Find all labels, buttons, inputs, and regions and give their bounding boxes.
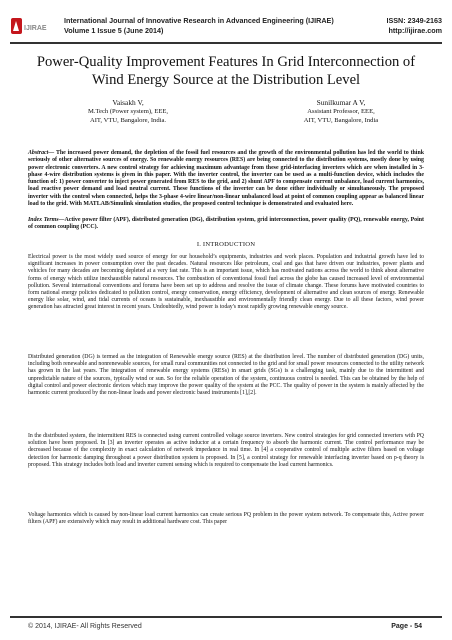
abstract-label: Abstract— xyxy=(28,150,55,156)
author-affiliation: AIT, VTU, Bangalore, India xyxy=(303,116,379,124)
author-name: Vaisakh V, xyxy=(112,98,144,107)
index-terms xyxy=(28,217,424,232)
journal-logo xyxy=(10,15,50,37)
paragraph: In the distributed system, the intermittent RES is connected using current controlled voltage source inverters. New control strategies for grid connected inverters with PQ solution have been proposed. In [3] an inverter operates as active inductor at a certain frequency to absorb the harmonic current. The control performance may be decreased because of the complexity in exact calculation of network impedance in real time. In [4] a cooperative control of multiple active filters based on voltage detection for harmonic damping throughout a power distribution system is proposed. In [5], a control strategy for renewable interfacing inverter based on p-q theory is proposed. This strategy includes both load and inverter current sensing which is required to compensate the load current harmonics. xyxy=(28,433,424,468)
author-affiliation: M.Tech (Power system), EEE, xyxy=(87,108,169,115)
author-2 xyxy=(256,98,426,126)
paragraph: Voltage harmonics which is caused by non-linear load current harmonics can create serious PQ problem in the power system network. To compensate this, Active power filters (APF) are extensively which may result in additional hardware cost. This paper xyxy=(28,512,424,526)
footer-rule xyxy=(10,616,442,618)
author-name: Sunilkumar A V, xyxy=(316,98,366,107)
author-1 xyxy=(43,98,213,126)
journal-header xyxy=(10,15,442,37)
journal-name: International Journal of Innovative Research in Advanced Engineering (IJIRAE) xyxy=(64,16,334,25)
header-rule xyxy=(10,42,442,44)
paragraph: Distributed generation (DG) is termed as the integration of Renewable energy source (RES) at the distribution level. The number of distributed generation (DG) units, including both renewable and nonrenewable sources, for small rural communities not connected to the grid and for small power resources connected to the utility network has grown in the last years. The integration of renewable energy systems (RESs) in smart grids (SGs) is a challenging task, mainly due to the intermittent and unpredictable nature of the sources, typically wind or sun. So for the reliable operation of the system, continuous control is needed. This can be obtained by the help of digital control and power electronic devices which may improve the power quality of the system at the PCC. The quality of power in the system is mainly affected by the harmonic current produced by the non-linear loads and power electronic based instruments [1],[2]. xyxy=(28,354,424,397)
issn: ISSN: 2349-2163 xyxy=(386,16,442,25)
issn-block xyxy=(386,16,442,36)
svg-text:IJIRAE: IJIRAE xyxy=(24,25,47,32)
abstract xyxy=(28,150,424,208)
index-terms-label: Index Terms— xyxy=(28,217,65,223)
page-number: Page - 54 xyxy=(391,623,422,630)
abstract-text: The increased power demand, the depletion of the fossil fuel resources and the growth of the environmental pollution has led the world to think seriously of other alternative sources of energy. So renewable energy resources (RES) are being connected to the distribution systems, mostly done by using power electronic converters. A new control strategy for achieving maximum advantage from these grid-interfacing inverters which are when installed in 3-phase 4-wire distribution systems is given in this paper. With the inverter control, the inverter can be used as a multi-function device, which includes the function of: 1) power converter to inject power generated from RES to the grid, and 2) shunt APF to compensate current unbalance, load current harmonics, load reactive power demand and load neutral current. These functions of the inverter can be done either individually or simultaneously. The proposed inverter with the control when connected, helps the 3-phase 4-wire linear/non-linear unbalanced load at point of common coupling appear as balanced linear load to the grid. With MATLAB/Simulink simulation studies, the proposed control technique is demonstrated and evaluated here. xyxy=(28,150,424,208)
section-heading: I. INTRODUCTION xyxy=(196,241,256,248)
paper-title: Power-Quality Improvement Features In Grid Interconnection of Wind Energy Source at the Distribution Level xyxy=(36,54,416,88)
journal-url[interactable]: http://ijirae.com xyxy=(388,26,442,35)
paragraph: Electrical power is the most widely used source of energy for our household’s equipments, industries and work places. Population and industrial growth have led to significant increases in power consumption over the past decades. Natural resources like petroleum, coal and gas that have driven our industries, power plants and vehicles for many decades are becoming depleted at a very fast rate. This is an important issue, which has motivated nations across the world to think about alternative forms of energy which utilize inexhaustible natural resources. The combustion of conventional fossil fuel across the globe has caused increased level of environmental pollution. Several international conventions and forums have been set up to address and resolve the issue of climate change. These forums have motivated countries to form national energy policies dedicated to pollution control, energy conservation, energy efficiency, development of alternative and clean sources of energy. Renewable energy like solar, wind, and tidal currents of oceans is sustainable, inexhaustible and environmentally friendly clean energy. Due to all these factors, wind power generation has attracted great interest in recent years. Undoubtedly, wind power is today's most rapidly growing renewable energy source. xyxy=(28,254,424,311)
author-affiliation: Assistant Professor, EEE, xyxy=(307,108,375,115)
index-terms-text: Active power filter (APF), distributed generation (DG), distribution system, grid interconnection, power quality (PQ), renewable energy, Point of common coupling (PCC). xyxy=(28,217,424,231)
journal-info xyxy=(64,16,334,36)
author-affiliation: AIT, VTU, Bangalore, India. xyxy=(89,116,167,124)
journal-volume: Volume 1 Issue 5 (June 2014) xyxy=(64,26,164,35)
copyright: © 2014, IJIRAE- All Rights Reserved xyxy=(28,623,142,630)
